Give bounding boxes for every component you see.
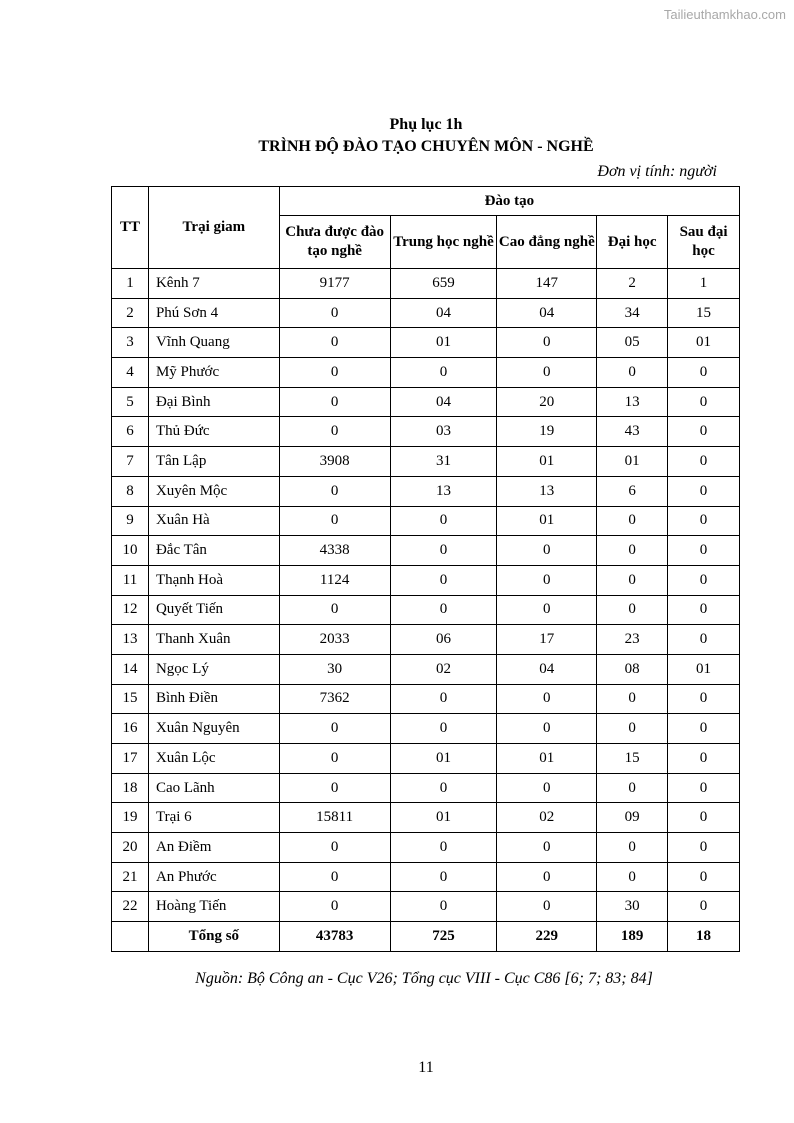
cell-vocational-secondary: 0 bbox=[390, 684, 497, 714]
header-camp: Trại giam bbox=[148, 187, 279, 269]
page-number: 11 bbox=[418, 1059, 434, 1076]
cell-untrained: 0 bbox=[279, 833, 390, 863]
cell-camp-name: Kênh 7 bbox=[148, 269, 279, 299]
cell-untrained: 0 bbox=[279, 387, 390, 417]
table-row bbox=[112, 269, 740, 299]
cell-vocational-college: 17 bbox=[497, 625, 597, 655]
cell-vocational-college: 0 bbox=[497, 684, 597, 714]
table-row bbox=[112, 625, 740, 655]
cell-tt: 13 bbox=[112, 625, 149, 655]
cell-postgraduate: 0 bbox=[668, 595, 740, 625]
cell-untrained: 0 bbox=[279, 328, 390, 358]
cell-camp-name: Thanh Xuân bbox=[148, 625, 279, 655]
cell-vocational-college: 13 bbox=[497, 476, 597, 506]
cell-total-blank bbox=[112, 922, 149, 952]
cell-postgraduate: 01 bbox=[668, 328, 740, 358]
cell-camp-name: Thạnh Hoà bbox=[148, 565, 279, 595]
cell-vocational-secondary: 0 bbox=[390, 714, 497, 744]
cell-untrained: 0 bbox=[279, 476, 390, 506]
header-postgraduate: Sau đại học bbox=[668, 216, 740, 269]
cell-camp-name: Xuyên Mộc bbox=[148, 476, 279, 506]
cell-vocational-secondary: 0 bbox=[390, 358, 497, 388]
cell-university: 23 bbox=[597, 625, 668, 655]
cell-tt: 1 bbox=[112, 269, 149, 299]
cell-tt: 22 bbox=[112, 892, 149, 922]
table-row bbox=[112, 862, 740, 892]
cell-tt: 14 bbox=[112, 654, 149, 684]
cell-total-label: Tổng số bbox=[148, 922, 279, 952]
cell-tt: 11 bbox=[112, 565, 149, 595]
cell-untrained: 0 bbox=[279, 744, 390, 774]
cell-postgraduate: 0 bbox=[668, 744, 740, 774]
cell-university: 6 bbox=[597, 476, 668, 506]
cell-vocational-college: 0 bbox=[497, 773, 597, 803]
cell-postgraduate: 0 bbox=[668, 387, 740, 417]
cell-vocational-secondary: 0 bbox=[390, 862, 497, 892]
cell-vocational-secondary: 659 bbox=[390, 269, 497, 299]
cell-university: 15 bbox=[597, 744, 668, 774]
cell-vocational-secondary: 06 bbox=[390, 625, 497, 655]
cell-vocational-secondary: 04 bbox=[390, 298, 497, 328]
cell-untrained: 9177 bbox=[279, 269, 390, 299]
cell-camp-name: Hoàng Tiến bbox=[148, 892, 279, 922]
table-title: TRÌNH ĐỘ ĐÀO TẠO CHUYÊN MÔN - NGHỀ bbox=[258, 138, 594, 155]
cell-camp-name: Xuân Lộc bbox=[148, 744, 279, 774]
table-row bbox=[112, 298, 740, 328]
cell-vocational-college: 0 bbox=[497, 862, 597, 892]
cell-postgraduate: 0 bbox=[668, 536, 740, 566]
cell-total-postgraduate: 18 bbox=[668, 922, 740, 952]
cell-postgraduate: 0 bbox=[668, 684, 740, 714]
cell-postgraduate: 0 bbox=[668, 447, 740, 477]
cell-tt: 15 bbox=[112, 684, 149, 714]
cell-university: 0 bbox=[597, 684, 668, 714]
cell-university: 2 bbox=[597, 269, 668, 299]
cell-vocational-college: 0 bbox=[497, 565, 597, 595]
cell-vocational-college: 02 bbox=[497, 803, 597, 833]
cell-untrained: 2033 bbox=[279, 625, 390, 655]
cell-tt: 9 bbox=[112, 506, 149, 536]
cell-vocational-secondary: 01 bbox=[390, 328, 497, 358]
cell-university: 0 bbox=[597, 358, 668, 388]
cell-postgraduate: 1 bbox=[668, 269, 740, 299]
table-row bbox=[112, 476, 740, 506]
cell-vocational-college: 0 bbox=[497, 358, 597, 388]
cell-camp-name: Mỹ Phước bbox=[148, 358, 279, 388]
cell-vocational-secondary: 01 bbox=[390, 803, 497, 833]
cell-camp-name: Xuân Nguyên bbox=[148, 714, 279, 744]
cell-vocational-college: 01 bbox=[497, 447, 597, 477]
cell-untrained: 15811 bbox=[279, 803, 390, 833]
cell-vocational-college: 20 bbox=[497, 387, 597, 417]
cell-tt: 5 bbox=[112, 387, 149, 417]
cell-vocational-college: 0 bbox=[497, 328, 597, 358]
table-row bbox=[112, 654, 740, 684]
cell-camp-name: Quyết Tiến bbox=[148, 595, 279, 625]
cell-university: 0 bbox=[597, 536, 668, 566]
table-row bbox=[112, 447, 740, 477]
cell-vocational-secondary: 13 bbox=[390, 476, 497, 506]
cell-vocational-college: 04 bbox=[497, 654, 597, 684]
cell-tt: 18 bbox=[112, 773, 149, 803]
table-row bbox=[112, 565, 740, 595]
cell-university: 0 bbox=[597, 833, 668, 863]
header-vocational-college: Cao đẳng nghề bbox=[497, 216, 597, 269]
cell-camp-name: Vĩnh Quang bbox=[148, 328, 279, 358]
cell-tt: 3 bbox=[112, 328, 149, 358]
cell-postgraduate: 0 bbox=[668, 892, 740, 922]
cell-university: 13 bbox=[597, 387, 668, 417]
cell-vocational-secondary: 0 bbox=[390, 565, 497, 595]
table-row bbox=[112, 744, 740, 774]
cell-total-untrained: 43783 bbox=[279, 922, 390, 952]
table-row bbox=[112, 595, 740, 625]
cell-university: 0 bbox=[597, 506, 668, 536]
cell-vocational-college: 0 bbox=[497, 714, 597, 744]
cell-postgraduate: 0 bbox=[668, 862, 740, 892]
cell-total-vocational-secondary: 725 bbox=[390, 922, 497, 952]
cell-postgraduate: 0 bbox=[668, 506, 740, 536]
cell-postgraduate: 0 bbox=[668, 565, 740, 595]
unit-label: Đơn vị tính: người bbox=[597, 163, 717, 180]
cell-untrained: 0 bbox=[279, 595, 390, 625]
table-row bbox=[112, 892, 740, 922]
cell-vocational-college: 01 bbox=[497, 506, 597, 536]
cell-postgraduate: 15 bbox=[668, 298, 740, 328]
cell-untrained: 3908 bbox=[279, 447, 390, 477]
cell-university: 09 bbox=[597, 803, 668, 833]
cell-camp-name: Bình Điền bbox=[148, 684, 279, 714]
cell-tt: 16 bbox=[112, 714, 149, 744]
cell-tt: 21 bbox=[112, 862, 149, 892]
cell-university: 08 bbox=[597, 654, 668, 684]
cell-camp-name: Phú Sơn 4 bbox=[148, 298, 279, 328]
cell-tt: 7 bbox=[112, 447, 149, 477]
cell-untrained: 30 bbox=[279, 654, 390, 684]
cell-postgraduate: 0 bbox=[668, 476, 740, 506]
table-row bbox=[112, 684, 740, 714]
cell-vocational-secondary: 0 bbox=[390, 833, 497, 863]
table-row bbox=[112, 833, 740, 863]
cell-untrained: 0 bbox=[279, 892, 390, 922]
cell-vocational-secondary: 0 bbox=[390, 506, 497, 536]
cell-vocational-secondary: 31 bbox=[390, 447, 497, 477]
header-tt: TT bbox=[112, 187, 149, 269]
cell-postgraduate: 0 bbox=[668, 417, 740, 447]
table-row bbox=[112, 803, 740, 833]
cell-untrained: 4338 bbox=[279, 536, 390, 566]
cell-camp-name: An Điềm bbox=[148, 833, 279, 863]
cell-tt: 8 bbox=[112, 476, 149, 506]
cell-untrained: 1124 bbox=[279, 565, 390, 595]
table-row bbox=[112, 417, 740, 447]
cell-postgraduate: 0 bbox=[668, 358, 740, 388]
header-university: Đại học bbox=[597, 216, 668, 269]
training-table bbox=[111, 186, 740, 952]
cell-camp-name: Cao Lãnh bbox=[148, 773, 279, 803]
cell-tt: 6 bbox=[112, 417, 149, 447]
cell-vocational-secondary: 0 bbox=[390, 892, 497, 922]
appendix-title: Phụ lục 1h bbox=[389, 116, 463, 133]
table-row bbox=[112, 773, 740, 803]
header-training-group: Đào tạo bbox=[279, 187, 739, 216]
cell-camp-name: Đại Bình bbox=[148, 387, 279, 417]
cell-postgraduate: 0 bbox=[668, 625, 740, 655]
table-row bbox=[112, 328, 740, 358]
table-row bbox=[112, 358, 740, 388]
cell-postgraduate: 0 bbox=[668, 833, 740, 863]
cell-vocational-college: 0 bbox=[497, 892, 597, 922]
cell-camp-name: Đắc Tân bbox=[148, 536, 279, 566]
total-row bbox=[112, 922, 740, 952]
cell-untrained: 0 bbox=[279, 862, 390, 892]
cell-camp-name: Thủ Đức bbox=[148, 417, 279, 447]
cell-tt: 2 bbox=[112, 298, 149, 328]
cell-untrained: 0 bbox=[279, 298, 390, 328]
cell-vocational-college: 19 bbox=[497, 417, 597, 447]
cell-vocational-college: 0 bbox=[497, 833, 597, 863]
table-row bbox=[112, 536, 740, 566]
cell-total-vocational-college: 229 bbox=[497, 922, 597, 952]
cell-camp-name: Trại 6 bbox=[148, 803, 279, 833]
cell-vocational-secondary: 03 bbox=[390, 417, 497, 447]
cell-vocational-college: 0 bbox=[497, 536, 597, 566]
cell-camp-name: Ngọc Lý bbox=[148, 654, 279, 684]
cell-tt: 17 bbox=[112, 744, 149, 774]
cell-vocational-secondary: 02 bbox=[390, 654, 497, 684]
cell-university: 43 bbox=[597, 417, 668, 447]
cell-camp-name: An Phước bbox=[148, 862, 279, 892]
cell-university: 0 bbox=[597, 862, 668, 892]
cell-vocational-college: 147 bbox=[497, 269, 597, 299]
table-row bbox=[112, 387, 740, 417]
cell-untrained: 0 bbox=[279, 773, 390, 803]
cell-camp-name: Xuân Hà bbox=[148, 506, 279, 536]
cell-postgraduate: 0 bbox=[668, 773, 740, 803]
cell-vocational-secondary: 01 bbox=[390, 744, 497, 774]
header-untrained: Chưa được đào tạo nghề bbox=[279, 216, 390, 269]
cell-untrained: 0 bbox=[279, 417, 390, 447]
cell-vocational-secondary: 04 bbox=[390, 387, 497, 417]
cell-untrained: 0 bbox=[279, 358, 390, 388]
cell-postgraduate: 0 bbox=[668, 803, 740, 833]
cell-postgraduate: 01 bbox=[668, 654, 740, 684]
cell-university: 0 bbox=[597, 595, 668, 625]
cell-vocational-college: 0 bbox=[497, 595, 597, 625]
cell-postgraduate: 0 bbox=[668, 714, 740, 744]
cell-vocational-secondary: 0 bbox=[390, 595, 497, 625]
cell-vocational-college: 04 bbox=[497, 298, 597, 328]
table-row bbox=[112, 714, 740, 744]
cell-university: 01 bbox=[597, 447, 668, 477]
table-row bbox=[112, 506, 740, 536]
cell-vocational-secondary: 0 bbox=[390, 536, 497, 566]
header-vocational-secondary: Trung học nghề bbox=[390, 216, 497, 269]
cell-university: 0 bbox=[597, 714, 668, 744]
watermark: Tailieuthamkhao.com bbox=[663, 7, 786, 22]
cell-untrained: 7362 bbox=[279, 684, 390, 714]
cell-tt: 19 bbox=[112, 803, 149, 833]
cell-tt: 12 bbox=[112, 595, 149, 625]
cell-tt: 4 bbox=[112, 358, 149, 388]
cell-untrained: 0 bbox=[279, 714, 390, 744]
cell-vocational-secondary: 0 bbox=[390, 773, 497, 803]
cell-tt: 10 bbox=[112, 536, 149, 566]
cell-camp-name: Tân Lập bbox=[148, 447, 279, 477]
cell-university: 05 bbox=[597, 328, 668, 358]
cell-tt: 20 bbox=[112, 833, 149, 863]
cell-university: 0 bbox=[597, 773, 668, 803]
cell-untrained: 0 bbox=[279, 506, 390, 536]
cell-university: 34 bbox=[597, 298, 668, 328]
cell-total-university: 189 bbox=[597, 922, 668, 952]
cell-vocational-college: 01 bbox=[497, 744, 597, 774]
cell-university: 0 bbox=[597, 565, 668, 595]
source-note: Nguồn: Bộ Công an - Cục V26; Tổng cục VIII - Cục C86 [6; 7; 83; 84] bbox=[195, 970, 653, 987]
cell-university: 30 bbox=[597, 892, 668, 922]
